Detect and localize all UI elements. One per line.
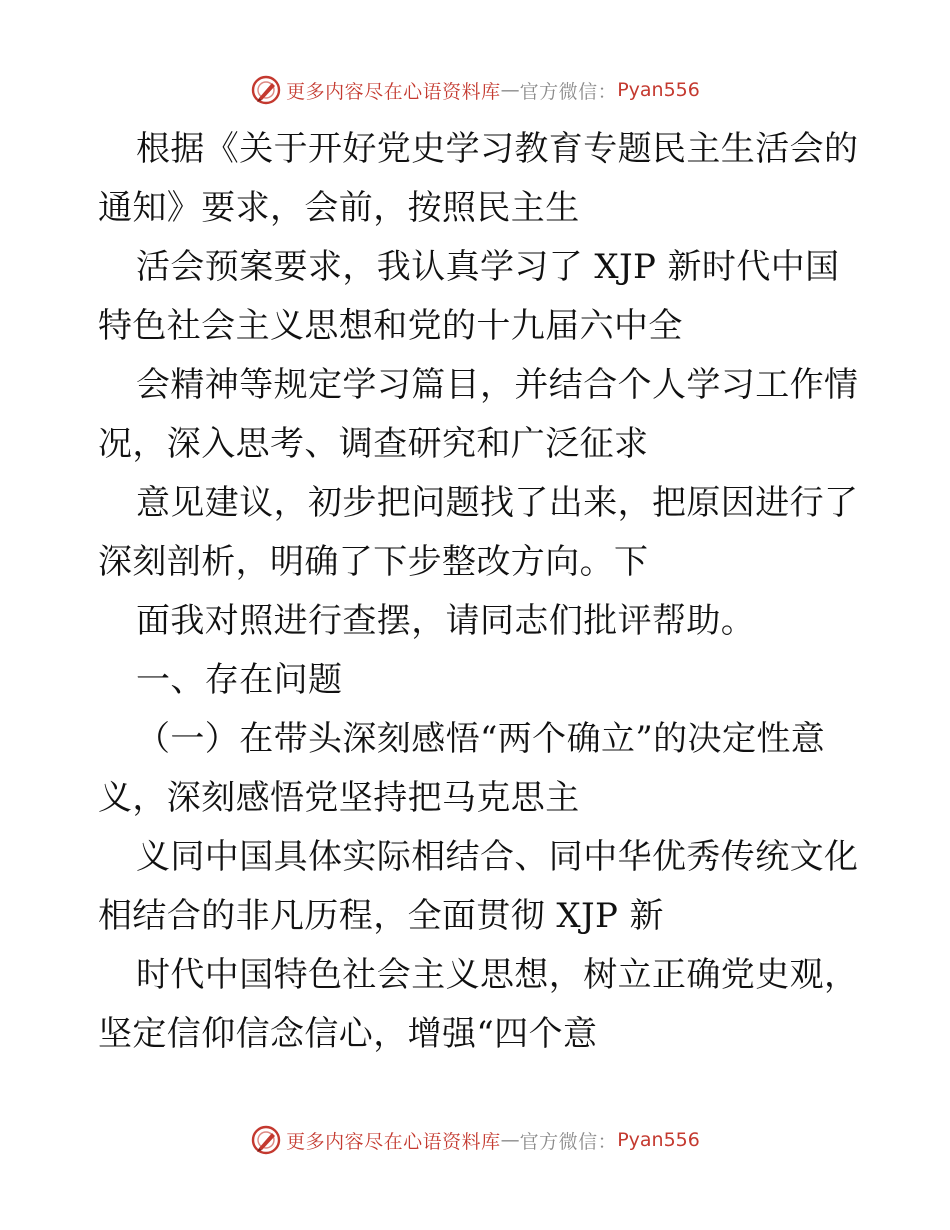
watermark-dash: — [500, 79, 520, 101]
text-line: 况，深入思考、调查研究和广泛征求 [98, 424, 649, 464]
text-line: 特色社会主义思想和党的十九届六中全 [98, 306, 683, 346]
text-line: 意见建议，初步把问题找了出来，把原因进行了 [136, 483, 859, 523]
watermark-text: 更多内容尽在心语资料库 [286, 80, 501, 103]
text-line: 时代中国特色社会主义思想，树立正确党史观， [136, 955, 859, 995]
watermark-wechat-label: 官方微信： [519, 1130, 618, 1153]
document-body [98, 120, 858, 1064]
pen-circle-logo-icon [250, 1124, 282, 1156]
header-watermark [0, 70, 950, 110]
text-line: 深刻剖析，明确了下步整改方向。下 [98, 542, 649, 582]
footer-watermark [0, 1120, 950, 1160]
text-line: 通知》要求，会前，按照民主生 [98, 188, 580, 228]
watermark-text: 更多内容尽在心语资料库 [286, 1130, 501, 1153]
text-line: （一）在带头深刻感悟“两个确立”的决定性意 [136, 719, 826, 759]
watermark-wechat-label: 官方微信： [519, 80, 618, 103]
watermark-dash: — [500, 1129, 520, 1151]
section-heading: 一、存在问题 [136, 660, 343, 700]
text-line: 义同中国具体实际相结合、同中华优秀传统文化 [136, 837, 859, 877]
watermark-wechat-id: Pyan556 [617, 1129, 700, 1151]
text-line: 根据《关于开好党史学习教育专题民主生活会的 [136, 129, 859, 169]
watermark-wechat-id: Pyan556 [617, 79, 700, 101]
text-line: 义，深刻感悟党坚持把马克思主 [98, 778, 580, 818]
text-line: 会精神等规定学习篇目，并结合个人学习工作情 [136, 365, 859, 405]
text-line: 活会预案要求，我认真学习了 XJP 新时代中国 [136, 247, 840, 287]
pen-circle-logo-icon [250, 74, 282, 106]
text-line: 相结合的非凡历程，全面贯彻 XJP 新 [98, 896, 664, 936]
text-line: 面我对照进行查摆，请同志们批评帮助。 [136, 601, 756, 641]
text-line: 坚定信仰信念信心，增强“四个意 [98, 1014, 598, 1054]
